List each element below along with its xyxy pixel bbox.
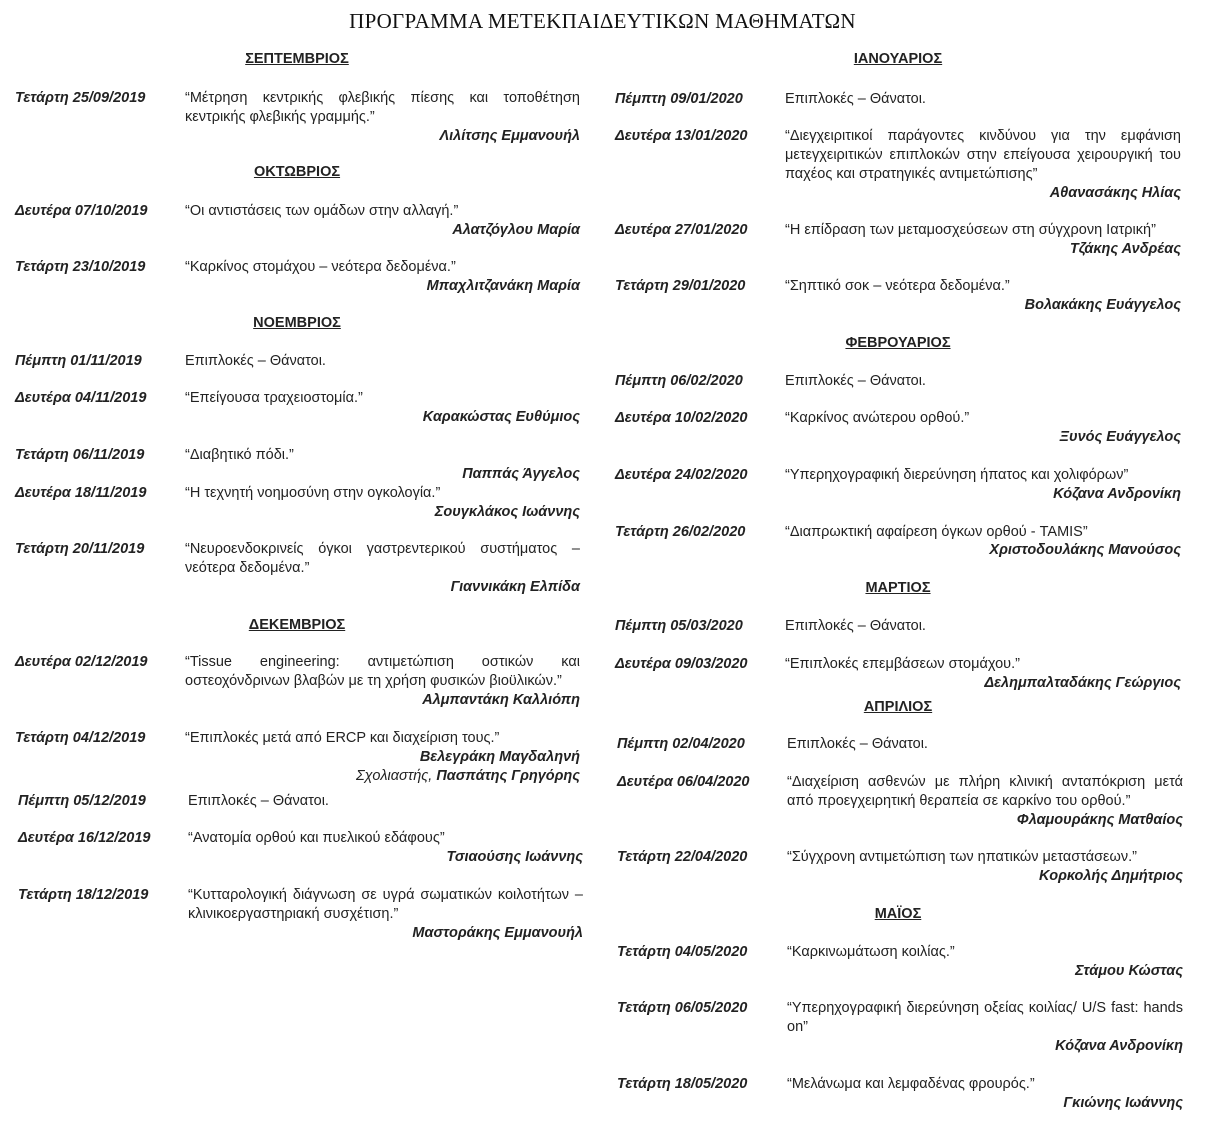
lecture-topic: “Η επίδραση των μεταμοσχεύσεων στη σύγχρονη Ιατρική” [785, 222, 1156, 238]
lecture-date: Τετάρτη 26/02/2020 [615, 524, 746, 540]
lecture-speaker: Ξυνός Ευάγγελος [1059, 429, 1181, 445]
lecture-date: Πέμπτη 05/12/2019 [18, 793, 146, 809]
lecture-speaker: Στάμου Κώστας [1075, 963, 1183, 979]
lecture-date: Δευτέρα 27/01/2020 [615, 222, 748, 238]
lecture-topic: “Tissue engineering: αντιμετώπιση οστικών και οστεοχόνδρινων βλαβών με τη χρήση φυσικών βιοϋλικών.” [185, 654, 580, 689]
lecture-speaker: Αλατζόγλου Μαρία [452, 222, 580, 238]
lecture-topic: “Υπερηχογραφική διερεύνηση οξείας κοιλίας/ U/S fast: hands on” [787, 1000, 1183, 1035]
lecture-date: Τετάρτη 18/12/2019 [18, 887, 149, 903]
lecture-date: Τετάρτη 29/01/2020 [615, 278, 746, 294]
lecture-topic: “Επιπλοκές επεμβάσεων στομάχου.” [785, 656, 1020, 672]
lecture-date: Τετάρτη 20/11/2019 [15, 541, 145, 557]
lecture-date: Τετάρτη 25/09/2019 [15, 90, 146, 106]
lecture-date: Πέμπτη 06/02/2020 [615, 373, 743, 389]
lecture-date: Τετάρτη 18/05/2020 [617, 1076, 748, 1092]
lecture-speaker: Μαστοράκης Εμμανουήλ [412, 925, 583, 941]
lecture-topic: “Σύγχρονη αντιμετώπιση των ηπατικών μεταστάσεων.” [787, 849, 1137, 865]
lecture-date: Πέμπτη 05/03/2020 [615, 618, 743, 634]
lecture-topic: “Διαπρωκτική αφαίρεση όγκων ορθού - TAMIS” [785, 524, 1088, 540]
lecture-topic: “Διαχείριση ασθενών με πλήρη κλινική ανταπόκριση μετά από προεγχειρητική θεραπεία σε καρκίνο του ορθού.” [787, 774, 1183, 809]
lecture-date: Δευτέρα 07/10/2019 [15, 203, 148, 219]
lecture-speaker: Αθανασάκης Ηλίας [1049, 185, 1181, 201]
lecture-topic: “Σηπτικό σοκ – νεότερα δεδομένα.” [785, 278, 1010, 294]
month-heading: ΜΑΪΟΣ [874, 906, 922, 922]
lecture-topic: Επιπλοκές – Θάνατοι. [787, 736, 928, 752]
lecture-speaker: Φλαμουράκης Ματθαίος [1016, 812, 1183, 828]
lecture-topic: Επιπλοκές – Θάνατοι. [188, 793, 329, 809]
lecture-topic: “Καρκινωμάτωση κοιλίας.” [787, 944, 955, 960]
lecture-date: Τετάρτη 06/05/2020 [617, 1000, 748, 1016]
lecture-speaker: Λιλίτσης Εμμανουήλ [439, 128, 580, 144]
page-title: ΠΡΟΓΡΑΜΜΑ ΜΕΤΕΚΠΑΙΔΕΥΤΙΚΩΝ ΜΑΘΗΜΑΤΩΝ [349, 9, 856, 33]
lecture-topic: “Υπερηχογραφική διερεύνηση ήπατος και χολιφόρων” [785, 467, 1129, 483]
lecture-date: Δευτέρα 06/04/2020 [617, 774, 750, 790]
lecture-date: Δευτέρα 18/11/2019 [15, 485, 147, 501]
month-heading: ΜΑΡΤΙΟΣ [865, 580, 931, 596]
lecture-speaker: Γκιώνης Ιωάννης [1063, 1095, 1183, 1111]
lecture-speaker: Τσιαούσης Ιωάννης [446, 849, 583, 865]
lecture-date: Δευτέρα 24/02/2020 [615, 467, 748, 483]
lecture-speaker: Αλμπαντάκη Καλλιόπη [422, 692, 580, 708]
lecture-speaker: Δελημπαλταδάκης Γεώργιος [984, 675, 1181, 691]
lecture-speaker: Βολακάκης Ευάγγελος [1024, 297, 1181, 313]
lecture-date: Τετάρτη 23/10/2019 [15, 259, 146, 275]
lecture-speaker: Μπαχλιτζανάκη Μαρία [426, 278, 580, 294]
lecture-speaker: Παππάς Άγγελος [462, 466, 580, 482]
month-heading: ΝΟΕΜΒΡΙΟΣ [253, 315, 341, 331]
month-heading: ΣΕΠΤΕΜΒΡΙΟΣ [245, 51, 349, 67]
lecture-date: Δευτέρα 02/12/2019 [15, 654, 148, 670]
lecture-date: Τετάρτη 22/04/2020 [617, 849, 748, 865]
commentator-name: Πασπάτης Γρηγόρης [436, 768, 580, 784]
lecture-topic: “Μελάνωμα και λεμφαδένας φρουρός.” [787, 1076, 1035, 1092]
lecture-date: Τετάρτη 04/12/2019 [15, 730, 146, 746]
lecture-topic: Επιπλοκές – Θάνατοι. [785, 373, 926, 389]
lecture-topic: “Η τεχνητή νοημοσύνη στην ογκολογία.” [185, 485, 441, 501]
month-heading: ΙΑΝΟΥΑΡΙΟΣ [853, 51, 943, 67]
lecture-commentator [185, 767, 580, 786]
commentator-prefix: Σχολιαστής, [355, 768, 433, 784]
lecture-date: Τετάρτη 04/05/2020 [617, 944, 748, 960]
lecture-speaker: Κόζανα Ανδρονίκη [1055, 1038, 1183, 1054]
lecture-topic: “Νευροενδοκρινείς όγκοι γαστρεντερικού συστήματος – νεότερα δεδομένα.” [185, 541, 580, 576]
lecture-date: Τετάρτη 06/11/2019 [15, 447, 145, 463]
lecture-topic: “Καρκίνος στομάχου – νεότερα δεδομένα.” [185, 259, 456, 275]
lecture-date: Δευτέρα 10/02/2020 [615, 410, 748, 426]
lecture-topic: “Κυτταρολογική διάγνωση σε υγρά σωματικών κοιλοτήτων – κλινικοεργαστηριακή συσχέτιση.” [188, 887, 583, 922]
lecture-speaker: Τζάκης Ανδρέας [1069, 241, 1181, 257]
lecture-topic: “Επιπλοκές μετά από ERCP και διαχείριση τους.” [185, 730, 500, 746]
lecture-date: Δευτέρα 04/11/2019 [15, 390, 147, 406]
lecture-topic: “Οι αντιστάσεις των ομάδων στην αλλαγή.” [185, 203, 459, 219]
lecture-topic: Επιπλοκές – Θάνατοι. [785, 91, 926, 107]
lecture-speaker: Κόζανα Ανδρονίκη [1053, 486, 1181, 502]
lecture-topic: Επιπλοκές – Θάνατοι. [185, 353, 326, 369]
lecture-speaker: Σουγκλάκος Ιωάννης [434, 504, 580, 520]
lecture-topic: “Καρκίνος ανώτερου ορθού.” [785, 410, 970, 426]
lecture-date: Πέμπτη 01/11/2019 [15, 353, 142, 369]
lecture-speaker: Καρακώστας Ευθύμιος [422, 409, 580, 425]
lecture-date: Δευτέρα 16/12/2019 [18, 830, 151, 846]
lecture-date: Πέμπτη 02/04/2020 [617, 736, 745, 752]
month-heading: ΟΚΤΩΒΡΙΟΣ [253, 164, 341, 180]
lecture-date: Πέμπτη 09/01/2020 [615, 91, 743, 107]
month-heading: ΔΕΚΕΜΒΡΙΟΣ [248, 617, 346, 633]
lecture-date: Δευτέρα 09/03/2020 [615, 656, 748, 672]
lecture-topic: “Ανατομία ορθού και πυελικού εδάφους” [188, 830, 445, 846]
lecture-topic: “Επείγουσα τραχειοστομία.” [185, 390, 363, 406]
month-heading: ΦΕΒΡΟΥΑΡΙΟΣ [845, 335, 951, 351]
lecture-speaker: Κορκολής Δημήτριος [1039, 868, 1183, 884]
lecture-speaker: Γιαννικάκη Ελπίδα [450, 579, 580, 595]
lecture-topic: Επιπλοκές – Θάνατοι. [785, 618, 926, 634]
lecture-topic: “Μέτρηση κεντρικής φλεβικής πίεσης και τοποθέτηση κεντρικής φλεβικής γραμμής.” [185, 90, 580, 125]
month-heading: ΑΠΡΙΛΙΟΣ [863, 699, 933, 715]
lecture-topic: “Διαβητικό πόδι.” [185, 447, 294, 463]
lecture-topic: “Διεγχειριτικοί παράγοντες κινδύνου για την εμφάνιση μετεγχειριτικών επιπλοκών στην επείγουσα χειρουργική του παχέος και στρατηγικές αντιμετώπισης” [785, 128, 1181, 182]
lecture-speaker: Χριστοδουλάκης Μανούσος [989, 542, 1181, 558]
lecture-speaker: Βελεγράκη Μαγδαληνή [419, 749, 580, 765]
lecture-date: Δευτέρα 13/01/2020 [615, 128, 748, 144]
